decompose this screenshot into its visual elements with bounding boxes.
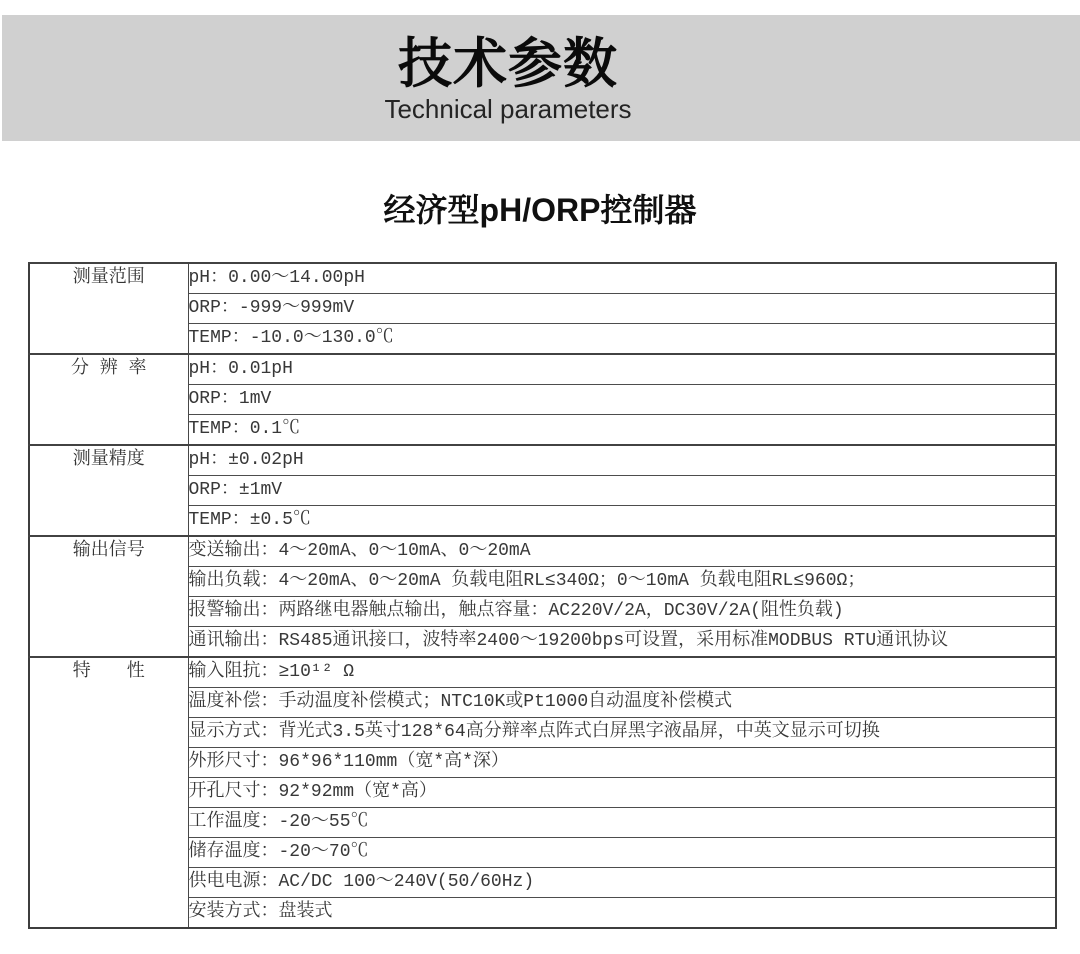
spec-value: pH：±0.02pH — [188, 445, 1056, 476]
spec-category-features: 特 性 — [29, 657, 188, 928]
spec-value: TEMP：±0.5℃ — [188, 506, 1056, 537]
spec-value: ORP：±1mV — [188, 476, 1056, 506]
spec-value: 显示方式：背光式3.5英寸128*64高分辩率点阵式白屏黑字液晶屏，中英文显示可切换 — [188, 718, 1056, 748]
table-row — [29, 263, 1056, 294]
spec-value: 通讯输出：RS485通讯接口，波特率2400～19200bps可设置，采用标准MODBUS RTU通讯协议 — [188, 627, 1056, 658]
spec-value: 外形尺寸：96*96*110mm（宽*高*深） — [188, 748, 1056, 778]
spec-value: 报警输出：两路继电器触点输出，触点容量：AC220V/2A，DC30V/2A(阻性负载) — [188, 597, 1056, 627]
header-banner-inner — [0, 15, 1047, 124]
table-row — [29, 657, 1056, 688]
product-title: 经济型pH/ORP控制器 — [383, 192, 697, 228]
page-title: 技术参数 — [398, 34, 618, 94]
spec-value: pH：0.01pH — [188, 354, 1056, 385]
spec-value: TEMP：-10.0～130.0℃ — [188, 324, 1056, 355]
table-row — [29, 536, 1056, 567]
spec-value: 供电电源：AC/DC 100～240V(50/60Hz) — [188, 868, 1056, 898]
spec-value: ORP：1mV — [188, 385, 1056, 415]
table-row — [29, 445, 1056, 476]
spec-category-resolution: 分 辨 率 — [29, 354, 188, 445]
spec-value: 安装方式：盘装式 — [188, 898, 1056, 929]
page-subtitle-en: Technical parameters — [384, 94, 632, 124]
spec-value: 储存温度：-20～70℃ — [188, 838, 1056, 868]
spec-value: 输出负载：4～20mA、0～20mA 负载电阻RL≤340Ω；0～10mA 负载电阻RL≤960Ω； — [188, 567, 1056, 597]
spec-category-output-signal: 输出信号 — [29, 536, 188, 657]
table-row — [29, 354, 1056, 385]
spec-value: 输入阻抗：≥10¹² Ω — [188, 657, 1056, 688]
spec-value: pH：0.00～14.00pH — [188, 263, 1056, 294]
spec-value: 开孔尺寸：92*92mm（宽*高） — [188, 778, 1056, 808]
spec-category-measure-range: 测量范围 — [29, 263, 188, 354]
header-banner — [2, 15, 1080, 141]
spec-value: ORP：-999～999mV — [188, 294, 1056, 324]
spec-table — [28, 262, 1057, 929]
spec-category-accuracy: 测量精度 — [29, 445, 188, 536]
spec-value: 温度补偿：手动温度补偿模式；NTC10K或Pt1000自动温度补偿模式 — [188, 688, 1056, 718]
spec-value: TEMP：0.1℃ — [188, 415, 1056, 446]
spec-value: 变送输出：4～20mA、0～10mA、0～20mA — [188, 536, 1056, 567]
spec-value: 工作温度：-20～55℃ — [188, 808, 1056, 838]
